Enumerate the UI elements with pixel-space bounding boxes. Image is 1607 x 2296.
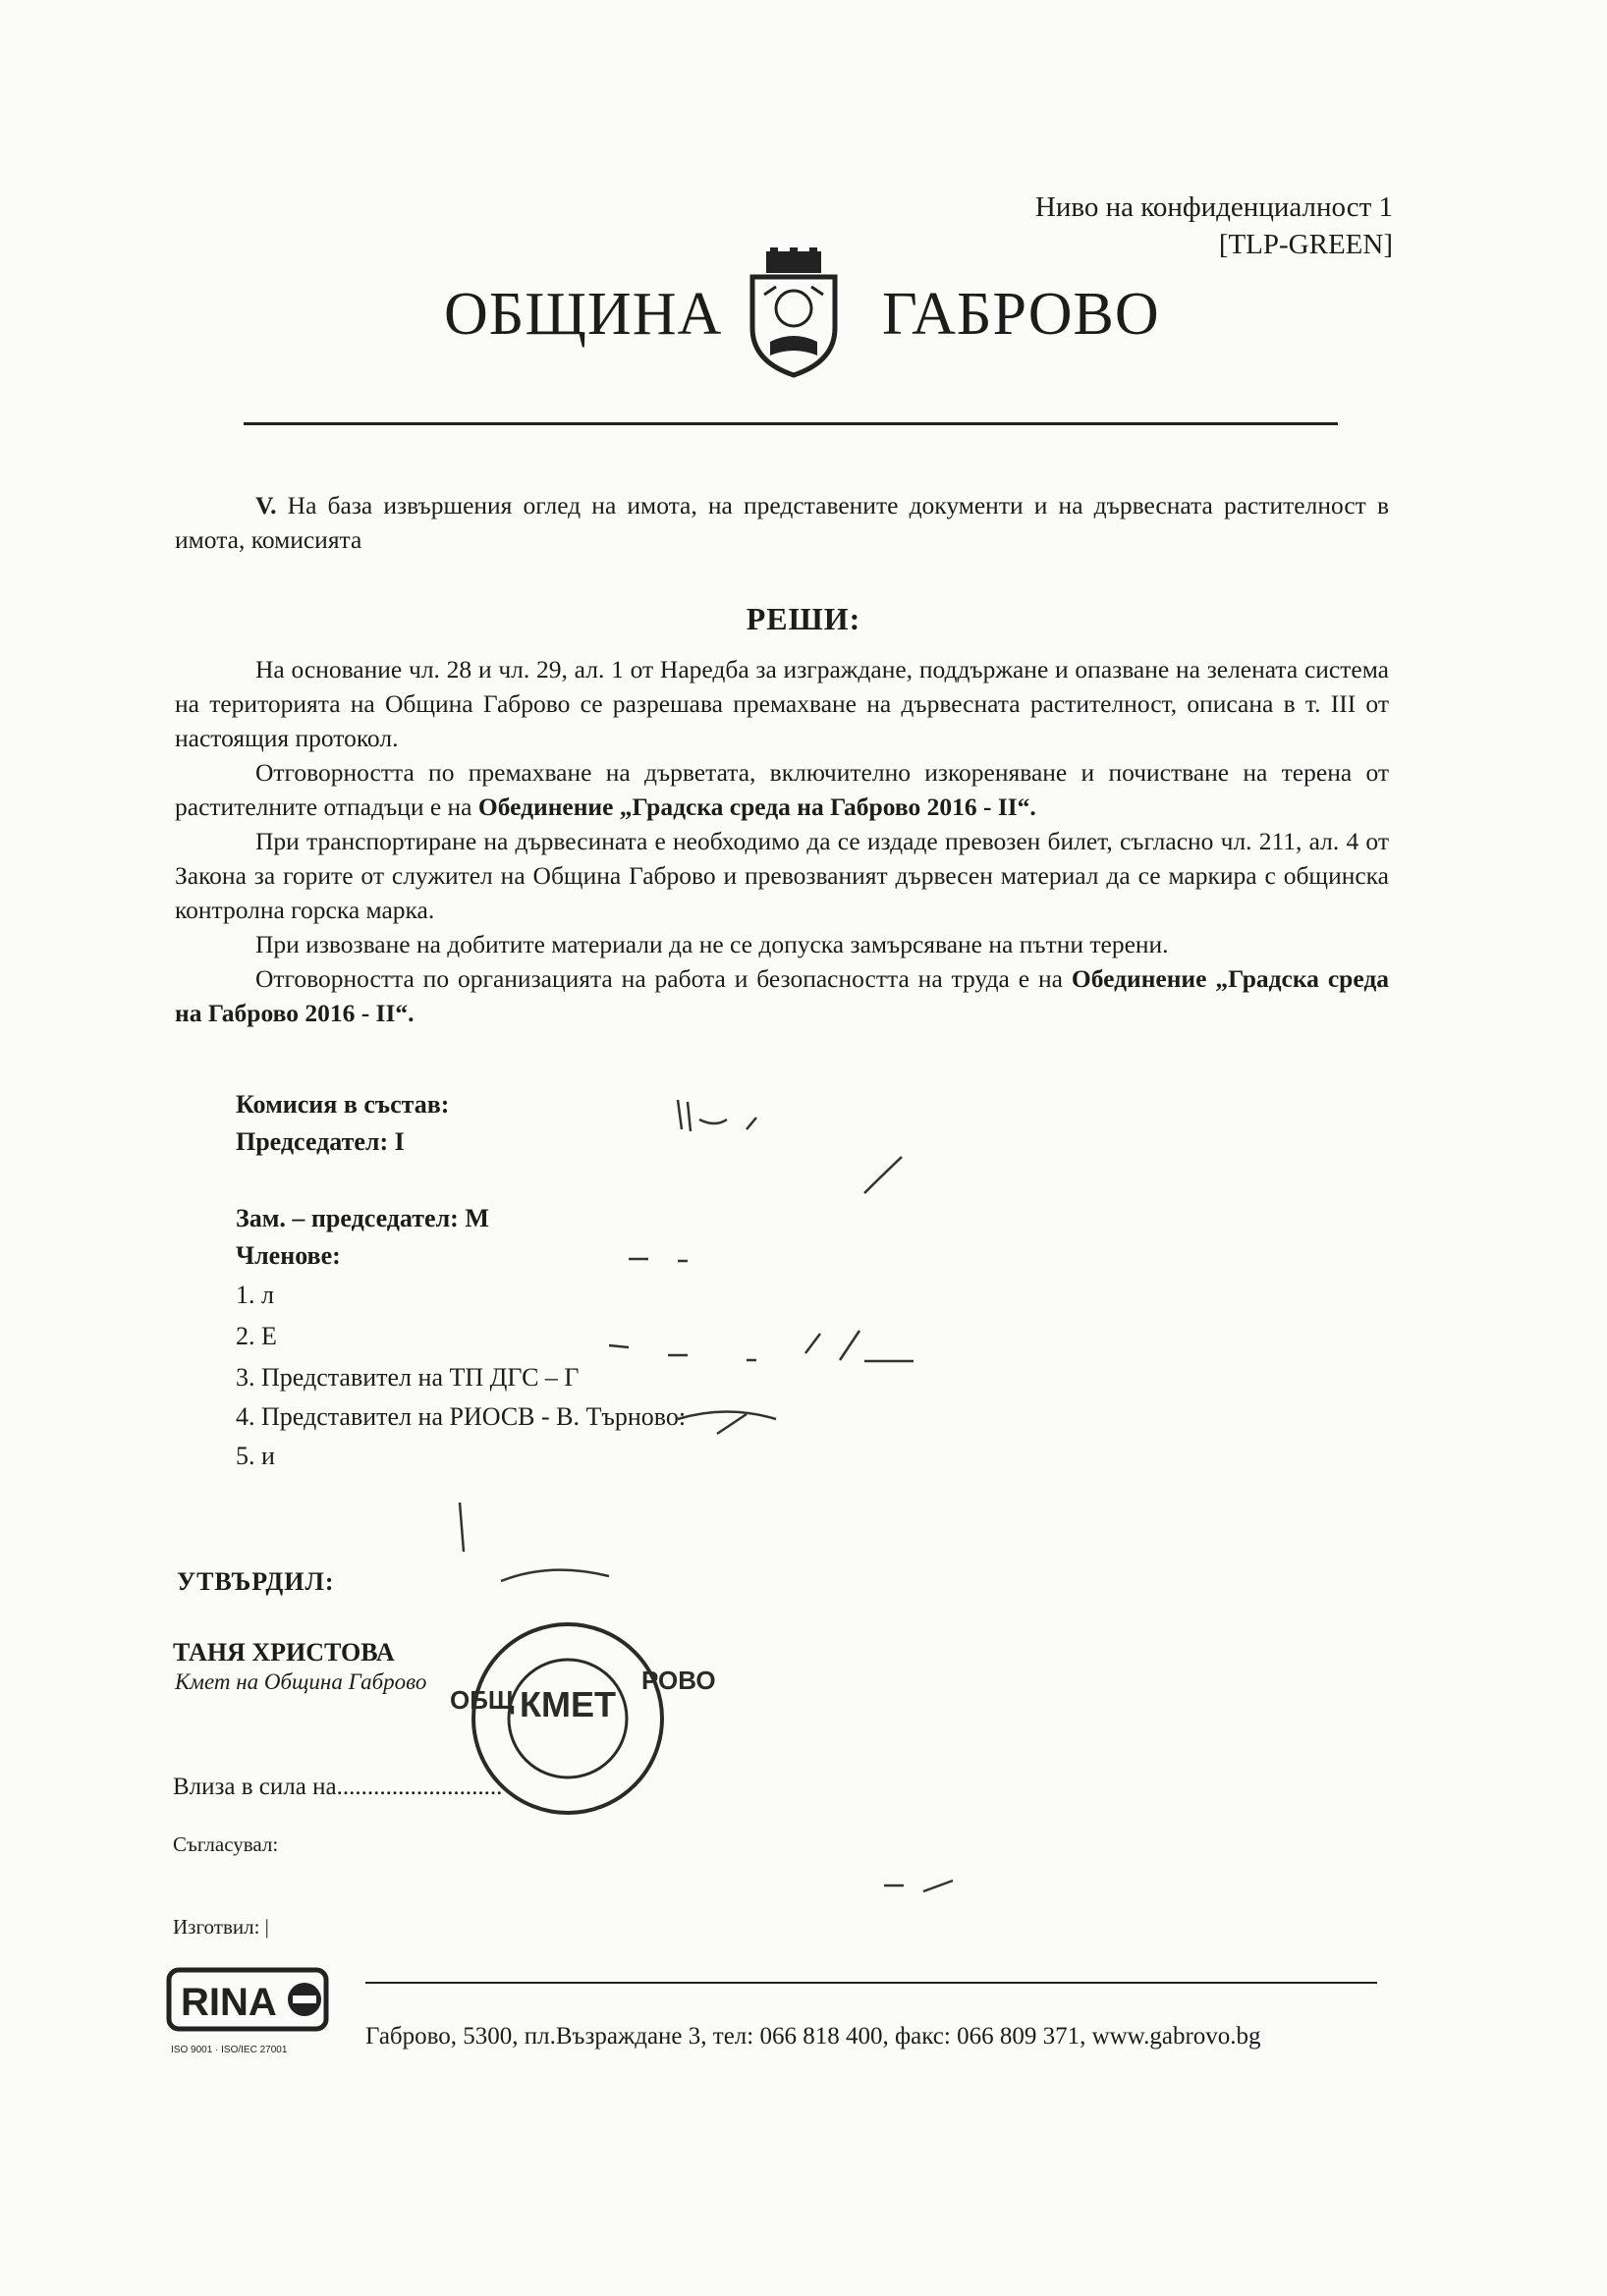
rina-logo-caption: ISO 9001 · ISO/IEC 27001 (171, 2045, 288, 2055)
footer-contact-info: Габрово, 5300, пл.Възраждане 3, тел: 066 818 400, факс: 066 809 371, www.gabrovo.bg (365, 2023, 1261, 2050)
contractor-name: Обединение „Градска среда на Габрово 2016 - II“. (175, 964, 1389, 1027)
decision-paragraph-3: При транспортиране на дървесината е необходимо да се издаде превозен билет, съгласно чл. 211, ал. 4 от Закона за горите от служител на Община Габрово и превозваният дървесен материал да се маркира с общинска контролна горска марка. (175, 827, 1389, 924)
approved-label: УТВЪРДИЛ: (177, 1567, 335, 1596)
section-v-text: На база извършения оглед на имота, на представените документи и на дървесната растителност в имота, комисията (175, 491, 1390, 554)
letterhead-city: ГАБРОВО (882, 281, 1160, 348)
safety-responsibility-text: Отговорността по организацията на работа и безопасността на труда е на (255, 964, 1063, 993)
commission-members-title: Членове: (236, 1241, 341, 1270)
prepared-label: Изготвил: | (173, 1915, 269, 1939)
confidentiality-level: Ниво на конфиденциалност 1 (1034, 191, 1393, 223)
commission-title: Комисия в състав: (236, 1090, 450, 1119)
decision-paragraph-1: На основание чл. 28 и чл. 29, ал. 1 от Наредба за изграждане, поддържане и опазване на зелената система на територията на Община Габрово се разрешава премахване на дървесната растителност, описана в т. III от настоящия протокол. (175, 655, 1389, 752)
letterhead-municipality: ОБЩИНА (444, 281, 723, 348)
stamp-center-text: КМЕТ (520, 1684, 616, 1724)
decision-heading: РЕШИ: (746, 601, 861, 636)
mayor-position: Кмет на Община Габрово (175, 1669, 427, 1694)
member-5: 5. и (236, 1442, 275, 1470)
decision-paragraph-4: При извозване на добитите материали да не се допуска замърсяване на пътни терени. (255, 930, 1169, 958)
member-4: 4. Представител на РИОСВ - В. Търново: (236, 1402, 687, 1431)
member-2: 2. Е (236, 1322, 277, 1350)
section-number: V. (255, 491, 277, 519)
commission-deputy-chair: Зам. – председател: М (236, 1204, 489, 1232)
mayor-name: ТАНЯ ХРИСТОВА (173, 1638, 395, 1667)
footer-divider (365, 1982, 1377, 1984)
tlp-marking: [TLP-GREEN] (1218, 229, 1393, 260)
commission-chair: Председател: I (236, 1127, 405, 1156)
stamp-ring-right: РОВО (641, 1666, 716, 1695)
member-3: 3. Представител на ТП ДГС – Г (236, 1363, 580, 1392)
responsibility-text: Отговорността по премахване на дърветата, включително изкореняване и почистване на терена от растителните отпадъци е на (175, 758, 1389, 821)
member-1: 1. л (236, 1281, 274, 1309)
effective-date-label: Влиза в сила на........................... (173, 1774, 503, 1800)
agreed-label: Съгласувал: (173, 1832, 279, 1856)
rina-logo-text: RINA (181, 1981, 277, 2024)
stamp-ring-left: ОБЩ (450, 1685, 515, 1715)
rina-certification-logo (167, 1954, 334, 2062)
contractor-name: Обединение „Градска среда на Габрово 2016 - II“. (477, 793, 1036, 821)
